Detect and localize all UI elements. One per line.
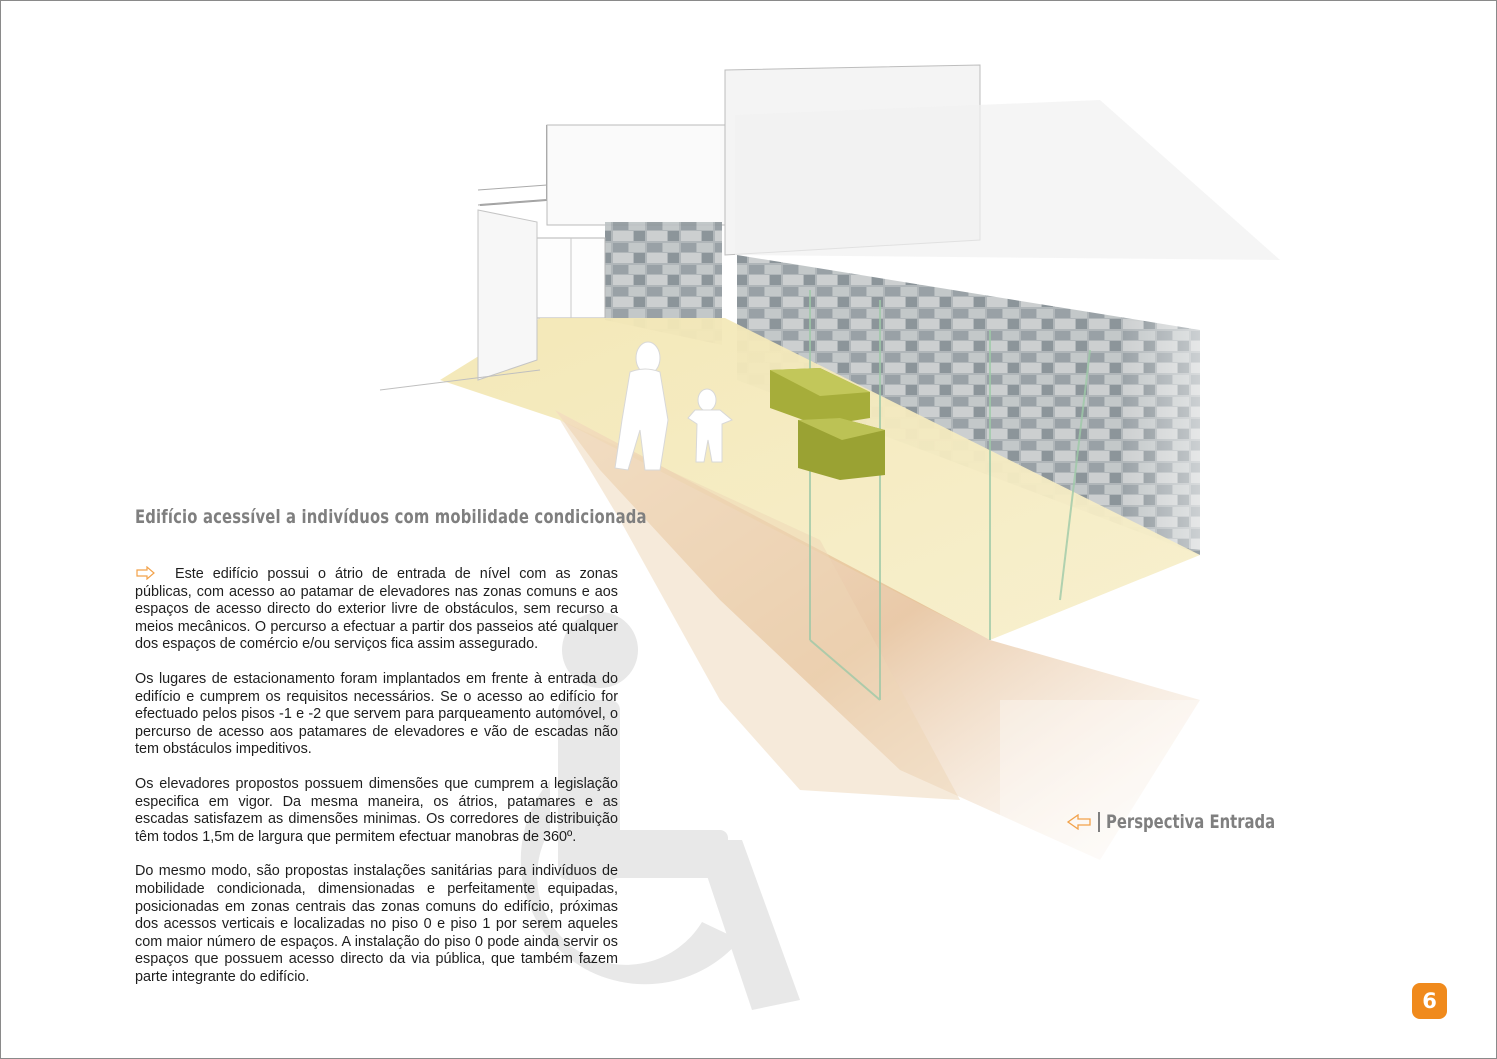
paragraph-1-text: Este edifício possui o átrio de entrada de nível com as zonas públicas, com acesso ao patamar de elevadores nas zonas comuns e aos espaços de acesso directo do exterior livre de obstáculos, sem recurso a meios mecânicos. O percurso a efectuar a partir dos passeios até qualquer dos espaços de comércio e/ou serviços fica assim assegurado. bbox=[135, 566, 618, 653]
figure-caption bbox=[1066, 811, 1323, 833]
paragraph-4: Do mesmo modo, são propostas instalações sanitárias para indivíduos de mobilidade condicionada, dimensionadas e perfeitamente equipadas, posicionadas em zonas centrais das zonas comuns do edifício, próximas dos acessos verticais e localizadas no piso 0 e piso 1 por serem aqueles com maior número de espaços. A instalação do piso 0 pode ainda servir os espaços que possuem acesso directo da via pública, que também fazem parte integrante do edifício. bbox=[135, 863, 618, 985]
paragraph-1 bbox=[135, 566, 618, 654]
caption-text: Perspectiva Entrada bbox=[1106, 811, 1276, 833]
arrow-left-outline-icon bbox=[1066, 814, 1092, 830]
paragraph-3: Os elevadores propostos possuem dimensões que cumprem a legislação especifica em vigor. Da mesma maneira, os átrios, patamares e as escadas satisfazem as dimensões minimas. Os corredores de distribuição têm todos 1,5m de largura que permitem efectuar manobras de 360º. bbox=[135, 775, 618, 845]
paragraph-2: Os lugares de estacionamento foram implantados em frente à entrada do edifício e cumprem os requisitos necessários. Se o acesso ao edifício for efectuado pelos pisos -1 e -2 que servem para parqueamento automóvel, o percurso de acesso aos patamares de elevadores e vão de escadas não tem obstáculos impeditivos. bbox=[135, 670, 618, 758]
caption-divider bbox=[1098, 812, 1100, 832]
page-number-badge: 6 bbox=[1412, 983, 1447, 1019]
page-heading: Edifício acessível a indivíduos com mobilidade condicionada bbox=[135, 506, 647, 528]
body-text bbox=[135, 566, 618, 1003]
arrow-right-outline-icon bbox=[135, 566, 175, 580]
